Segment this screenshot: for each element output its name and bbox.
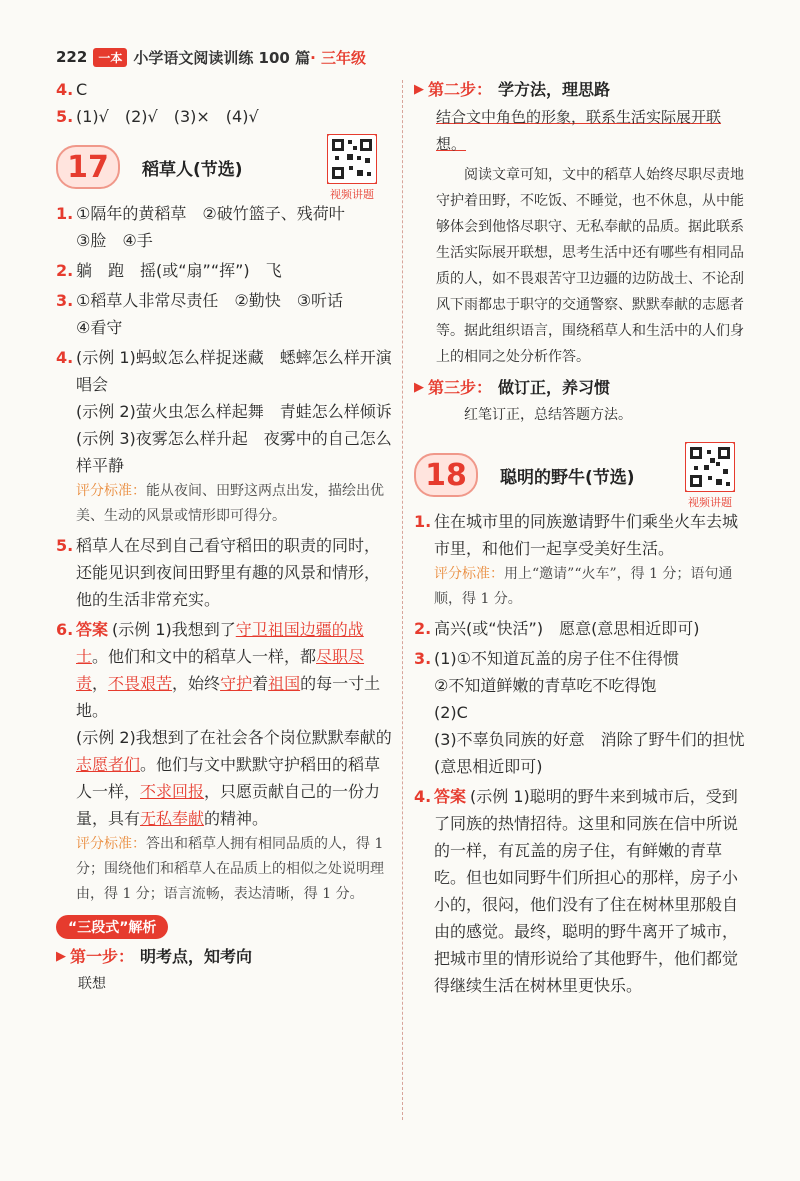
answer-text: (1)①不知道瓦盖的房子住不住得惯 — [434, 649, 680, 668]
answer-item — [56, 344, 392, 479]
qr-code-icon — [685, 442, 735, 492]
step-label: 第一步： — [70, 947, 135, 966]
book-title: 小学语文阅读训练 100 篇 — [133, 48, 311, 67]
answer-label: 答案 — [76, 620, 109, 639]
step-arrow-icon: ▶ — [56, 949, 66, 964]
method-note — [414, 104, 750, 158]
text-run: 。他们和文中的稻草人一样，都 — [92, 647, 317, 666]
video-qr-code[interactable] — [680, 442, 740, 510]
answer-number: 4. — [56, 348, 74, 367]
right-column — [414, 70, 750, 999]
question-number-badge: 17 — [56, 145, 120, 189]
answer-number: 4. — [414, 787, 432, 806]
answer-item — [56, 616, 392, 832]
page-number: 222 — [56, 48, 88, 66]
answer-item — [56, 257, 392, 284]
answer-text: 躺 跑 摇(或“扇”“挥”) 飞 — [76, 261, 282, 280]
answer-number: 4. — [56, 80, 74, 99]
step-arrow-icon: ▶ — [414, 82, 424, 97]
step-heading — [56, 943, 392, 971]
step-title: 明考点，知考向 — [140, 947, 253, 966]
step-title: 做订正，养习惯 — [498, 378, 611, 397]
text-run: ， — [92, 674, 109, 693]
keyword: 不求回报 — [140, 782, 205, 801]
text-run: 的精神。 — [204, 809, 269, 828]
question-number-badge: 18 — [414, 453, 478, 497]
answer-item — [56, 76, 392, 103]
page-header — [56, 46, 366, 68]
brand-logo: 一本 — [93, 48, 127, 67]
text-run: ，只愿贡献自己的一份力量，具有 — [76, 782, 381, 828]
column-divider — [402, 80, 403, 1120]
answer-item — [414, 508, 750, 562]
question-18-header — [414, 442, 750, 508]
step-label: 第三步： — [428, 378, 493, 397]
scoring-criteria — [414, 562, 750, 612]
step-label: 第二步： — [428, 80, 493, 99]
answer-text: 稻草人在尽到自己看守稻田的职责的同时，还能见识到夜间田野里有趣的风景和情形，他的生活非常充实。 — [76, 536, 381, 609]
scoring-criteria — [56, 832, 392, 907]
step-heading — [414, 76, 750, 104]
answer-item — [56, 532, 392, 613]
step-body: 阅读文章可知，文中的稻草人始终尽职尽责地守护着田野，不吃饭、不睡觉，也不休息，从中能够体会到他恪尽职守、无私奉献的品质。据此联系生活实际展开联想，思考生活中还有哪些有相同品质的人，如不畏艰苦守卫边疆的边防战士、不论刮风下雨都忠于职守的交通警察、默默奉献的志愿者等。据此组织语言，围绕稻草人和生活中的人们身上的相同之处分析作答。 — [436, 167, 744, 365]
step-title: 学方法，理思路 — [498, 80, 611, 99]
example-text — [76, 724, 392, 832]
step-heading — [414, 374, 750, 402]
answer-text: 住在城市里的同族邀请野牛们乘坐火车去城市里，和他们一起享受美好生活。 — [434, 512, 739, 558]
answer-text: (1)√ (2)√ (3)× (4)√ — [76, 107, 259, 126]
answer-text: ④看守 — [76, 318, 123, 337]
scoring-label: 评分标准： — [76, 483, 146, 499]
answer-number: 5. — [56, 107, 74, 126]
keyword: 志愿者们 — [76, 755, 141, 774]
keyword: 守卫祖国边疆的战士 — [76, 620, 364, 666]
answer-number: 1. — [414, 512, 432, 531]
answer-item — [56, 287, 392, 341]
text-run: (示例 1)聪明的野牛来到城市后，受到了同族的热情招待。这里和同族在信中所说的一样，有瓦盖的房子住，有鲜嫩的青草吃。但也如同野牛们所担心的那样，房子小小的，很闷，他们没有了住在树林里那般自由的感觉。最终，聪明的野牛离开了城市，把城市里的情形说给了其他野牛，他们都觉得继续生活在树林里更快乐。 — [434, 787, 739, 995]
text-run: ，始终 — [172, 674, 221, 693]
example-text — [76, 616, 392, 724]
answer-text: (3)不辜负同族的好意 消除了野牛们的担忧(意思相近即可) — [434, 730, 745, 776]
qr-code-icon — [327, 134, 377, 184]
text-run: 。他们与文中默默守护稻田的稻草人一样， — [76, 755, 381, 801]
answer-number: 3. — [56, 291, 74, 310]
answer-label: 答案 — [434, 787, 467, 806]
answer-number: 6. — [56, 620, 74, 639]
analysis-tag: “三段式”解析 — [56, 915, 168, 939]
answer-number: 5. — [56, 536, 74, 555]
qr-label: 视频讲题 — [330, 188, 374, 201]
answer-text: (2)C — [434, 703, 468, 722]
scoring-text: 用上“邀请”“火车”，得 1 分；语句通顺，得 1 分。 — [434, 566, 733, 607]
text-run: (示例 1)我想到了 — [112, 620, 236, 639]
example-text: (示例 1)蚂蚁怎么样捉迷藏 蟋蟀怎么样开演唱会 — [76, 348, 392, 394]
answer-text: C — [76, 80, 88, 99]
keyword: 无私奉献 — [140, 809, 205, 828]
scoring-text: 能从夜间、田野这两点出发，描绘出优美、生动的风景或情形即可得分。 — [76, 483, 384, 524]
step-body: 联想 — [78, 976, 106, 992]
left-column — [56, 70, 392, 997]
qr-label: 视频讲题 — [688, 496, 732, 509]
method-text: 结合文中角色的形象，联系生活实际展开联想。 — [436, 108, 722, 153]
answer-item — [56, 200, 392, 254]
answer-item — [414, 783, 750, 999]
video-qr-code[interactable] — [322, 134, 382, 202]
answer-item — [56, 103, 392, 130]
text-run: (示例 2)我想到了在社会各个岗位默默奉献的 — [76, 728, 392, 747]
keyword: 不畏艰苦 — [108, 674, 173, 693]
example-text: (示例 3)夜雾怎么样升起 夜雾中的自己怎么样平静 — [76, 429, 392, 475]
text-run: 着 — [252, 674, 269, 693]
scoring-criteria — [56, 479, 392, 529]
answer-item — [414, 645, 750, 780]
answer-number: 1. — [56, 204, 74, 223]
text-run: 的每一寸土地。 — [76, 674, 381, 720]
passage-title: 聪明的野牛(节选) — [500, 467, 635, 488]
step-body: 红笔订正，总结答题方法。 — [464, 407, 632, 423]
keyword: 守护 — [220, 674, 253, 693]
answer-number: 2. — [56, 261, 74, 280]
keyword: 祖国 — [268, 674, 301, 693]
answer-text: 高兴(或“快活”) 愿意(意思相近即可) — [434, 619, 700, 638]
answer-text: ③脸 ④手 — [76, 231, 153, 250]
scoring-text: 答出和稻草人拥有相同品质的人，得 1 分；围绕他们和稻草人在品质上的相似之处说明理由，得 1 分；语言流畅，表达清晰，得 1 分。 — [76, 836, 384, 902]
answer-text: ①隔年的黄稻草 ②破竹篮子、残荷叶 — [76, 204, 345, 223]
answer-text: ②不知道鲜嫩的青草吃不吃得饱 — [434, 676, 657, 695]
step-arrow-icon: ▶ — [414, 380, 424, 395]
scoring-label: 评分标准： — [434, 566, 504, 582]
example-text: (示例 2)萤火虫怎么样起舞 青蛙怎么样倾诉 — [76, 402, 392, 421]
answer-text: ①稻草人非常尽责任 ②勤快 ③听话 — [76, 291, 344, 310]
example-text — [434, 783, 750, 999]
grade-label: · 三年级 — [310, 48, 367, 67]
answer-number: 3. — [414, 649, 432, 668]
keyword: 尽职尽责 — [76, 647, 365, 693]
answer-number: 2. — [414, 619, 432, 638]
answer-item — [414, 615, 750, 642]
question-17-header — [56, 134, 392, 200]
scoring-label: 评分标准： — [76, 836, 146, 852]
passage-title: 稻草人(节选) — [142, 159, 243, 180]
